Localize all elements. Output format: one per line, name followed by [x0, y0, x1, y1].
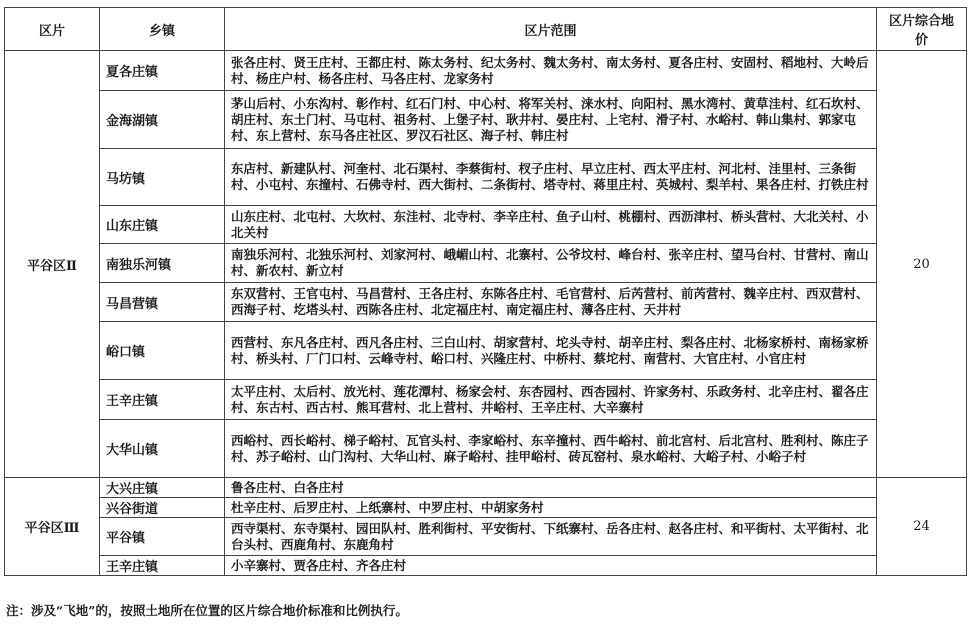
town-cell: 马昌营镇 — [100, 283, 225, 322]
town-cell: 王辛庄镇 — [100, 556, 225, 576]
town-cell: 大华山镇 — [100, 420, 225, 478]
header-price: 区片综合地价 — [877, 8, 967, 51]
price-cell: 24 — [877, 478, 967, 576]
town-cell: 金海湖镇 — [100, 91, 225, 149]
table-row — [5, 244, 967, 283]
footnote: 注：涉及“飞地”的，按照土地所在位置的区片综合地价标准和比例执行。 — [6, 603, 408, 618]
scope-cell: 小辛寨村、贾各庄村、齐各庄村 — [225, 556, 877, 576]
area-cell: 平谷区Ⅲ — [5, 478, 100, 576]
table-row — [5, 556, 967, 576]
scope-cell: 山东庄村、北屯村、大坎村、东洼村、北寺村、李辛庄村、鱼子山村、桃棚村、西沥津村、桥头营村、大北关村、小北关村 — [225, 206, 877, 244]
header-scope: 区片范围 — [225, 8, 877, 51]
scope-cell: 西峪村、西长峪村、梯子峪村、瓦官头村、李家峪村、东辛撞村、西牛峪村、前北宫村、后北宫村、胜利村、陈庄子村、苏子峪村、山门沟村、大华山村、麻子峪村、挂甲峪村、砖瓦窑村、泉水峪村、大峪子村、小峪子村 — [225, 420, 877, 478]
table-row — [5, 149, 967, 206]
town-cell: 王辛庄镇 — [100, 380, 225, 420]
table-row — [5, 478, 967, 498]
table-header-row — [5, 8, 967, 51]
table-row — [5, 91, 967, 149]
town-cell: 马坊镇 — [100, 149, 225, 206]
table-row — [5, 380, 967, 420]
town-cell: 平谷镇 — [100, 518, 225, 556]
scope-cell: 东店村、新建队村、河奎村、北石渠村、李蔡街村、杈子庄村、早立庄村、西太平庄村、河北村、洼里村、三条街村、小屯村、东撞村、石佛寺村、西大街村、二条街村、塔寺村、蒋里庄村、英城村、梨羊村、果各庄村、打铁庄村 — [225, 149, 877, 206]
scope-cell: 茅山后村、小东沟村、彰作村、红石门村、中心村、将军关村、涞水村、向阳村、黑水湾村、黄草洼村、红石坎村、胡庄村、东土门村、马屯村、祖务村、上堡子村、耿井村、晏庄村、上宅村、滑子村、水峪村、韩山集村、郭家屯村、东上营村、东马各庄社区、罗汉石社区、海子村、韩庄村 — [225, 91, 877, 149]
table-row — [5, 518, 967, 556]
table-row — [5, 51, 967, 91]
scope-cell: 西寺渠村、东寺渠村、园田队村、胜利街村、平安街村、下纸寨村、岳各庄村、赵各庄村、和平街村、太平街村、北台头村、西鹿角村、东鹿角村 — [225, 518, 877, 556]
table-row — [5, 322, 967, 380]
town-cell: 山东庄镇 — [100, 206, 225, 244]
table-row — [5, 420, 967, 478]
header-town: 乡镇 — [100, 8, 225, 51]
header-area: 区片 — [5, 8, 100, 51]
land-price-table — [4, 7, 967, 576]
scope-cell: 西营村、东凡各庄村、西凡各庄村、三白山村、胡家营村、坨头寺村、胡辛庄村、梨各庄村、北杨家桥村、南杨家桥村、桥头村、厂门口村、云峰寺村、峪口村、兴隆庄村、中桥村、蔡坨村、南营村、大官庄村、小官庄村 — [225, 322, 877, 380]
price-cell: 20 — [877, 51, 967, 478]
town-cell: 夏各庄镇 — [100, 51, 225, 91]
table-row — [5, 206, 967, 244]
town-cell: 大兴庄镇 — [100, 478, 225, 498]
scope-cell: 张各庄村、贤王庄村、王都庄村、陈太务村、纪太务村、魏太务村、南太务村、夏各庄村、安固村、稻地村、大岭后村、杨庄户村、杨各庄村、马各庄村、龙家务村 — [225, 51, 877, 91]
town-cell: 南独乐河镇 — [100, 244, 225, 283]
table-row — [5, 283, 967, 322]
table-row — [5, 498, 967, 518]
town-cell: 兴谷街道 — [100, 498, 225, 518]
scope-cell: 鲁各庄村、白各庄村 — [225, 478, 877, 498]
scope-cell: 东双营村、王官屯村、马昌营村、王各庄村、东陈各庄村、毛官营村、后芮营村、前芮营村、魏辛庄村、西双营村、西海子村、圪塔头村、西陈各庄村、北定福庄村、南定福庄村、薄各庄村、天井村 — [225, 283, 877, 322]
scope-cell: 杜辛庄村、后罗庄村、上纸寨村、中罗庄村、中胡家务村 — [225, 498, 877, 518]
town-cell: 峪口镇 — [100, 322, 225, 380]
scope-cell: 太平庄村、太后村、放光村、莲花潭村、杨家会村、东杏园村、西杏园村、许家务村、乐政务村、北辛庄村、翟各庄村、东古村、西古村、熊耳营村、北上营村、井峪村、王辛庄村、大辛寨村 — [225, 380, 877, 420]
area-cell: 平谷区Ⅱ — [5, 51, 100, 478]
scope-cell: 南独乐河村、北独乐河村、刘家河村、峨嵋山村、北寨村、公爷坟村、峰台村、张辛庄村、望马台村、甘营村、南山村、新农村、新立村 — [225, 244, 877, 283]
